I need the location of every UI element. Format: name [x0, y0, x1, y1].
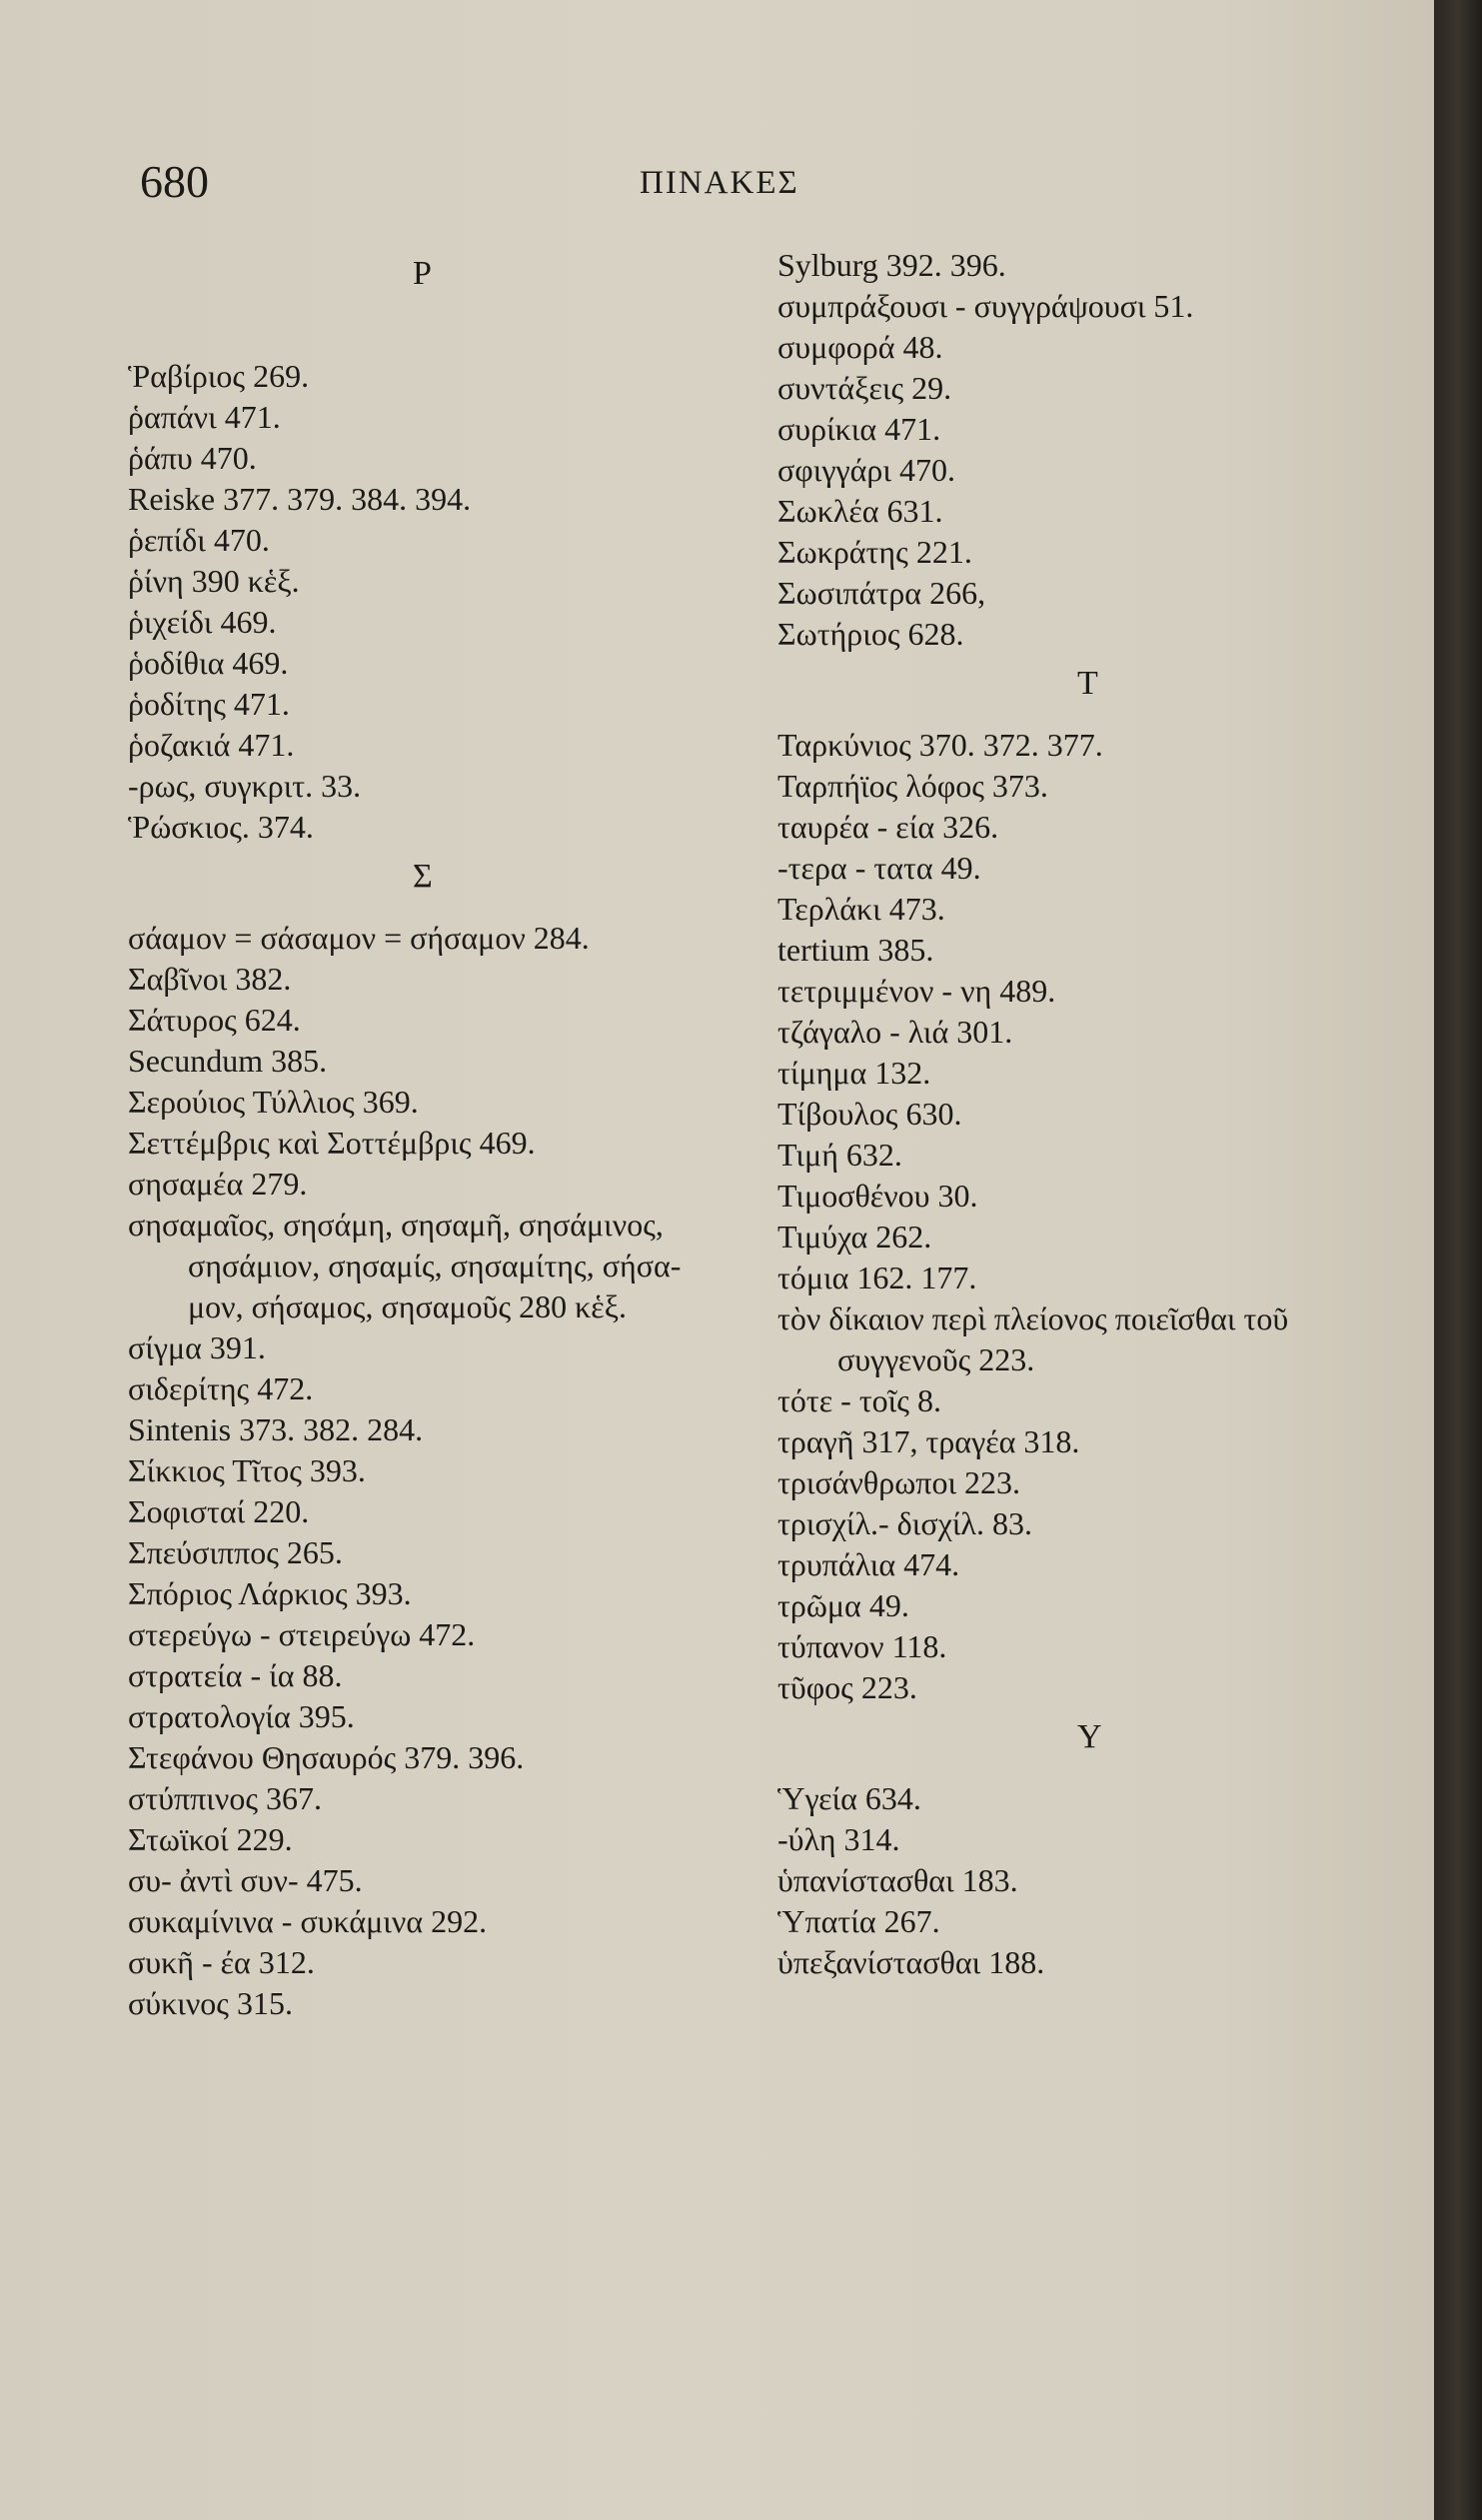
index-entry: Τιμοσθένου 30. — [777, 1178, 978, 1214]
index-entry: τῦφος 223. — [777, 1669, 917, 1705]
index-entry: στρατολογία 395. — [128, 1698, 355, 1734]
page-number: 680 — [140, 156, 209, 207]
index-entry: Σίκκιος Τῖτος 393. — [128, 1452, 366, 1488]
index-entry: -ύλη 314. — [777, 1821, 900, 1857]
index-entry: Ταρπήϊος λόφος 373. — [777, 768, 1048, 804]
index-entry: Σπεύσιππος 265. — [128, 1534, 343, 1570]
index-entry: συμπράξουσι - συγγράψουσι 51. — [777, 288, 1194, 324]
index-entry: Reiske 377. 379. 384. 394. — [128, 481, 472, 517]
index-entry: tertium 385. — [777, 932, 934, 968]
index-entry: Sylburg 392. 396. — [777, 247, 1006, 283]
index-column-right — [777, 245, 1417, 1983]
index-entry: Τιμύχα 262. — [777, 1219, 932, 1255]
index-entry: ῥεπίδι 470. — [128, 522, 270, 558]
index-entry: στύππινος 367. — [128, 1780, 323, 1816]
section-letter-text: Υ — [1077, 1718, 1102, 1755]
index-entry: ὑπανίστασθαι 183. — [777, 1862, 1018, 1898]
index-entry-continuation: μον, σήσαμος, σησαμοῦς 280 κἑξ. — [188, 1288, 627, 1324]
section-letter — [128, 245, 767, 315]
index-entry: ῥάπυ 470. — [128, 440, 257, 476]
index-entry: Σωκλέα 631. — [777, 493, 943, 529]
section-letter-text: Σ — [413, 858, 433, 895]
index-entry: Σαβῖνοι 382. — [128, 961, 292, 997]
index-entry: Ὑπατία 267. — [777, 1903, 940, 1939]
index-entry: ῥίνη 390 κἑξ. — [128, 563, 300, 599]
index-entry: Στεφάνου Θησαυρός 379. 396. — [128, 1739, 525, 1775]
index-entry: τραγῆ 317, τραγέα 318. — [777, 1423, 1080, 1459]
index-entry: συντάξεις 29. — [777, 370, 952, 406]
index-entry: τρῶμα 49. — [777, 1587, 909, 1623]
index-entry-continuation: συγγενοῦς 223. — [837, 1341, 1035, 1377]
index-entry: Secundum 385. — [128, 1043, 328, 1079]
section-letter — [777, 1708, 1417, 1778]
index-entry: ῥοδίτης 471. — [128, 686, 290, 722]
index-entry: Σωσιπάτρα 266, — [777, 575, 986, 611]
spacer — [128, 315, 767, 356]
index-entry: σιδερίτης 472. — [128, 1370, 314, 1406]
section-letter — [128, 848, 767, 918]
index-entry: τὸν δίκαιον περὶ πλείονος ποιεῖσθαι τοῦ — [777, 1300, 1289, 1336]
book-spine — [1434, 0, 1482, 2520]
section-letter-text: P — [413, 255, 432, 292]
index-entry: συκαμίνινα - συκάμινα 292. — [128, 1903, 488, 1939]
index-entry: Ῥαβίριος 269. — [128, 358, 310, 394]
index-entry: σφιγγάρι 470. — [777, 452, 955, 488]
index-entry: σάαμον = σάσαμον = σήσαμον 284. — [128, 920, 590, 956]
index-entry: τζάγαλο - λιά 301. — [777, 1014, 1013, 1050]
index-entry: Σερούιος Τύλλιος 369. — [128, 1084, 419, 1120]
index-entry: σησαμαῖος, σησάμη, σησαμῆ, σησάμινος, — [128, 1207, 664, 1243]
index-entry: τρυπάλια 474. — [777, 1546, 960, 1582]
index-entry: τότε - τοῖς 8. — [777, 1382, 941, 1418]
index-entry: συρίκια 471. — [777, 411, 941, 447]
index-entry: ὑπεξανίστασθαι 188. — [777, 1944, 1045, 1980]
index-entry: τετριμμένον - νη 489. — [777, 973, 1056, 1009]
index-entry: Σάτυρος 624. — [128, 1002, 301, 1038]
index-entry: ῥιχείδι 469. — [128, 604, 277, 640]
index-entry: Ὑγεία 634. — [777, 1780, 921, 1816]
index-entry: -τερα - τατα 49. — [777, 850, 981, 886]
index-entry: σίγμα 391. — [128, 1329, 266, 1365]
index-entry: ταυρέα - εία 326. — [777, 809, 999, 845]
index-entry: Τίβουλος 630. — [777, 1096, 962, 1132]
index-entry: τρισάνθρωποι 223. — [777, 1464, 1021, 1500]
index-entry: Σοφισταί 220. — [128, 1493, 310, 1529]
index-entry: συ- ἀντὶ συν- 475. — [128, 1862, 363, 1898]
index-entry: τύπανον 118. — [777, 1628, 947, 1664]
index-entry: Σπόριος Λάρκιος 393. — [128, 1575, 412, 1611]
index-entry: σύκινος 315. — [128, 1985, 293, 2021]
index-entry: Τιμή 632. — [777, 1137, 902, 1173]
section-letter-text: T — [1077, 665, 1098, 702]
index-entry: ῥοζακιά 471. — [128, 727, 295, 763]
index-entry: συκῆ - έα 312. — [128, 1944, 315, 1980]
index-entry: σησαμέα 279. — [128, 1166, 308, 1202]
index-entry: τίμημα 132. — [777, 1055, 931, 1091]
index-entry-continuation: σησάμιον, σησαμίς, σησαμίτης, σήσα- — [188, 1248, 682, 1283]
index-column-left — [128, 245, 767, 2024]
index-entry: Sintenis 373. 382. 284. — [128, 1411, 424, 1447]
index-entry: Τερλάκι 473. — [777, 891, 945, 927]
page-header — [0, 155, 1434, 215]
index-entry: Σεττέμβρις καὶ Σοττέμβρις 469. — [128, 1125, 536, 1161]
index-entry: στρατεία - ία 88. — [128, 1657, 343, 1693]
index-entry: συμφορά 48. — [777, 329, 943, 365]
index-entry: ῥοδίθια 469. — [128, 645, 289, 681]
index-entry: τρισχίλ.- δισχίλ. 83. — [777, 1505, 1032, 1541]
index-entry: τόμια 162. 177. — [777, 1260, 977, 1295]
index-entry: ῥαπάνι 471. — [128, 399, 281, 435]
index-entry: -ρως, συγκριτ. 33. — [128, 768, 362, 804]
index-entry: Σωτήριος 628. — [777, 616, 964, 652]
index-entry: στερεύγω - στειρεύγω 472. — [128, 1616, 476, 1652]
index-entry: Ῥώσκιος. 374. — [128, 809, 314, 845]
index-entry: Σωκράτης 221. — [777, 534, 972, 570]
index-entry: Στωϊκοί 229. — [128, 1821, 293, 1857]
index-entry: Ταρκύνιος 370. 372. 377. — [777, 727, 1103, 763]
section-letter — [777, 655, 1417, 725]
running-title: ΠΙΝΑΚΕΣ — [640, 165, 799, 201]
